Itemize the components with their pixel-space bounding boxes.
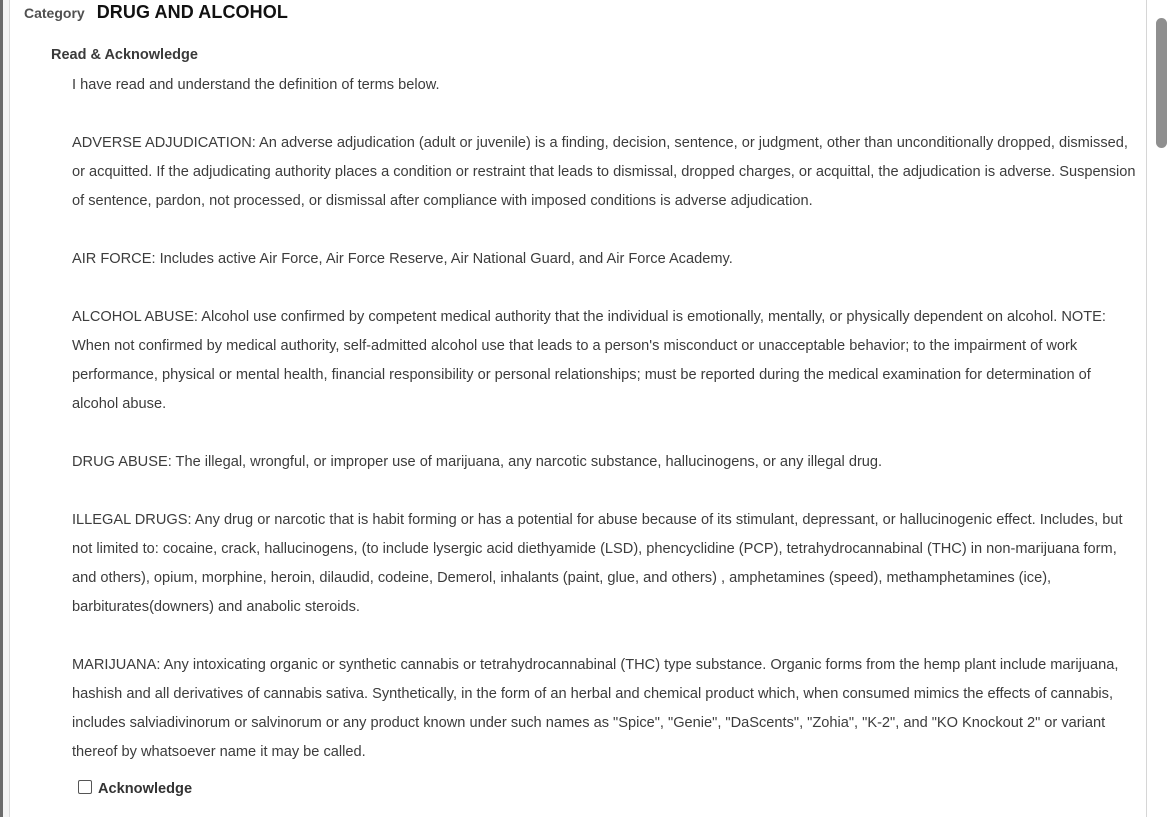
acknowledge-label[interactable]: Acknowledge — [98, 781, 193, 797]
acknowledge-checkbox[interactable] — [78, 780, 92, 794]
vertical-scrollbar[interactable] — [1152, 0, 1170, 817]
intro-text: I have read and understand the definition of terms below. — [72, 77, 440, 93]
term-drug-abuse: DRUG ABUSE: The illegal, wrongful, or improper use of marijuana, any narcotic substance, hallucinogens, or any illegal drug. — [72, 454, 883, 470]
term-illegal-drugs: ILLEGAL DRUGS: Any drug or narcotic that is habit forming or has a potential for abuse because of its stimulant, depressant, or hallucinogenic effect. Includes, but not limited to: cocaine, crack, hallucinogens, (to include lysergic acid diethyamide (LSD), phencyclidine (PCP), tetrahydrocannabinal (THC) in non-marijuana form, and others), opium, morphine, heroin, dilaudid, codeine, Demerol, inhalants (paint, glue, and others) , amphetamines (speed), methamphetamines (ice), barbiturates(downers) and anabolic steroids. — [72, 512, 1123, 615]
category-value: DRUG AND ALCOHOL — [96, 2, 288, 22]
scrollbar-thumb[interactable] — [1156, 18, 1167, 148]
terms-text — [72, 71, 1140, 767]
acknowledge-row[interactable] — [76, 777, 192, 797]
category-label: Category — [24, 5, 85, 21]
term-adverse-adjudication: ADVERSE ADJUDICATION: An adverse adjudication (adult or juvenile) is a finding, decision, sentence, or judgment, other than unconditionally dropped, dismissed, or acquitted. If the adjudicating authority places a condition or restraint that leads to dismissal, dropped charges, or acquittal, the adjudication is adverse. Suspension of sentence, pardon, not processed, or dismissal after compliance with imposed conditions is adverse adjudication. — [72, 135, 1136, 209]
left-frame-shadow — [0, 0, 3, 817]
category-header — [24, 2, 288, 23]
content-right-border — [1146, 0, 1147, 817]
section-title: Read & Acknowledge — [51, 47, 198, 63]
left-frame-edge — [0, 0, 10, 817]
term-marijuana: MARIJUANA: Any intoxicating organic or synthetic cannabis or tetrahydrocannabinal (THC) type substance. Organic forms from the hemp plant include marijuana, hashish and all derivatives of cannabis sativa. Synthetically, in the form of an herbal and chemical product which, when consumed mimics the effects of cannabis, includes salviadivinorum or salvinorum or any product known under such names as "Spice", "Genie", "DaScents", "Zohia", "K-2", and "KO Knockout 2" or variant thereof by whatsoever name it may be called. — [72, 657, 1119, 760]
term-air-force: AIR FORCE: Includes active Air Force, Air Force Reserve, Air National Guard, and Air Force Academy. — [72, 251, 733, 267]
term-alcohol-abuse: ALCOHOL ABUSE: Alcohol use confirmed by competent medical authority that the individual is emotionally, mentally, or physically dependent on alcohol. NOTE: When not confirmed by medical authority, self-admitted alcohol use that leads to a person's misconduct or unacceptable behavior; to the impairment of work performance, physical or mental health, financial responsibility or personal relationships; must be reported during the medical examination for determination of alcohol abuse. — [72, 309, 1106, 412]
